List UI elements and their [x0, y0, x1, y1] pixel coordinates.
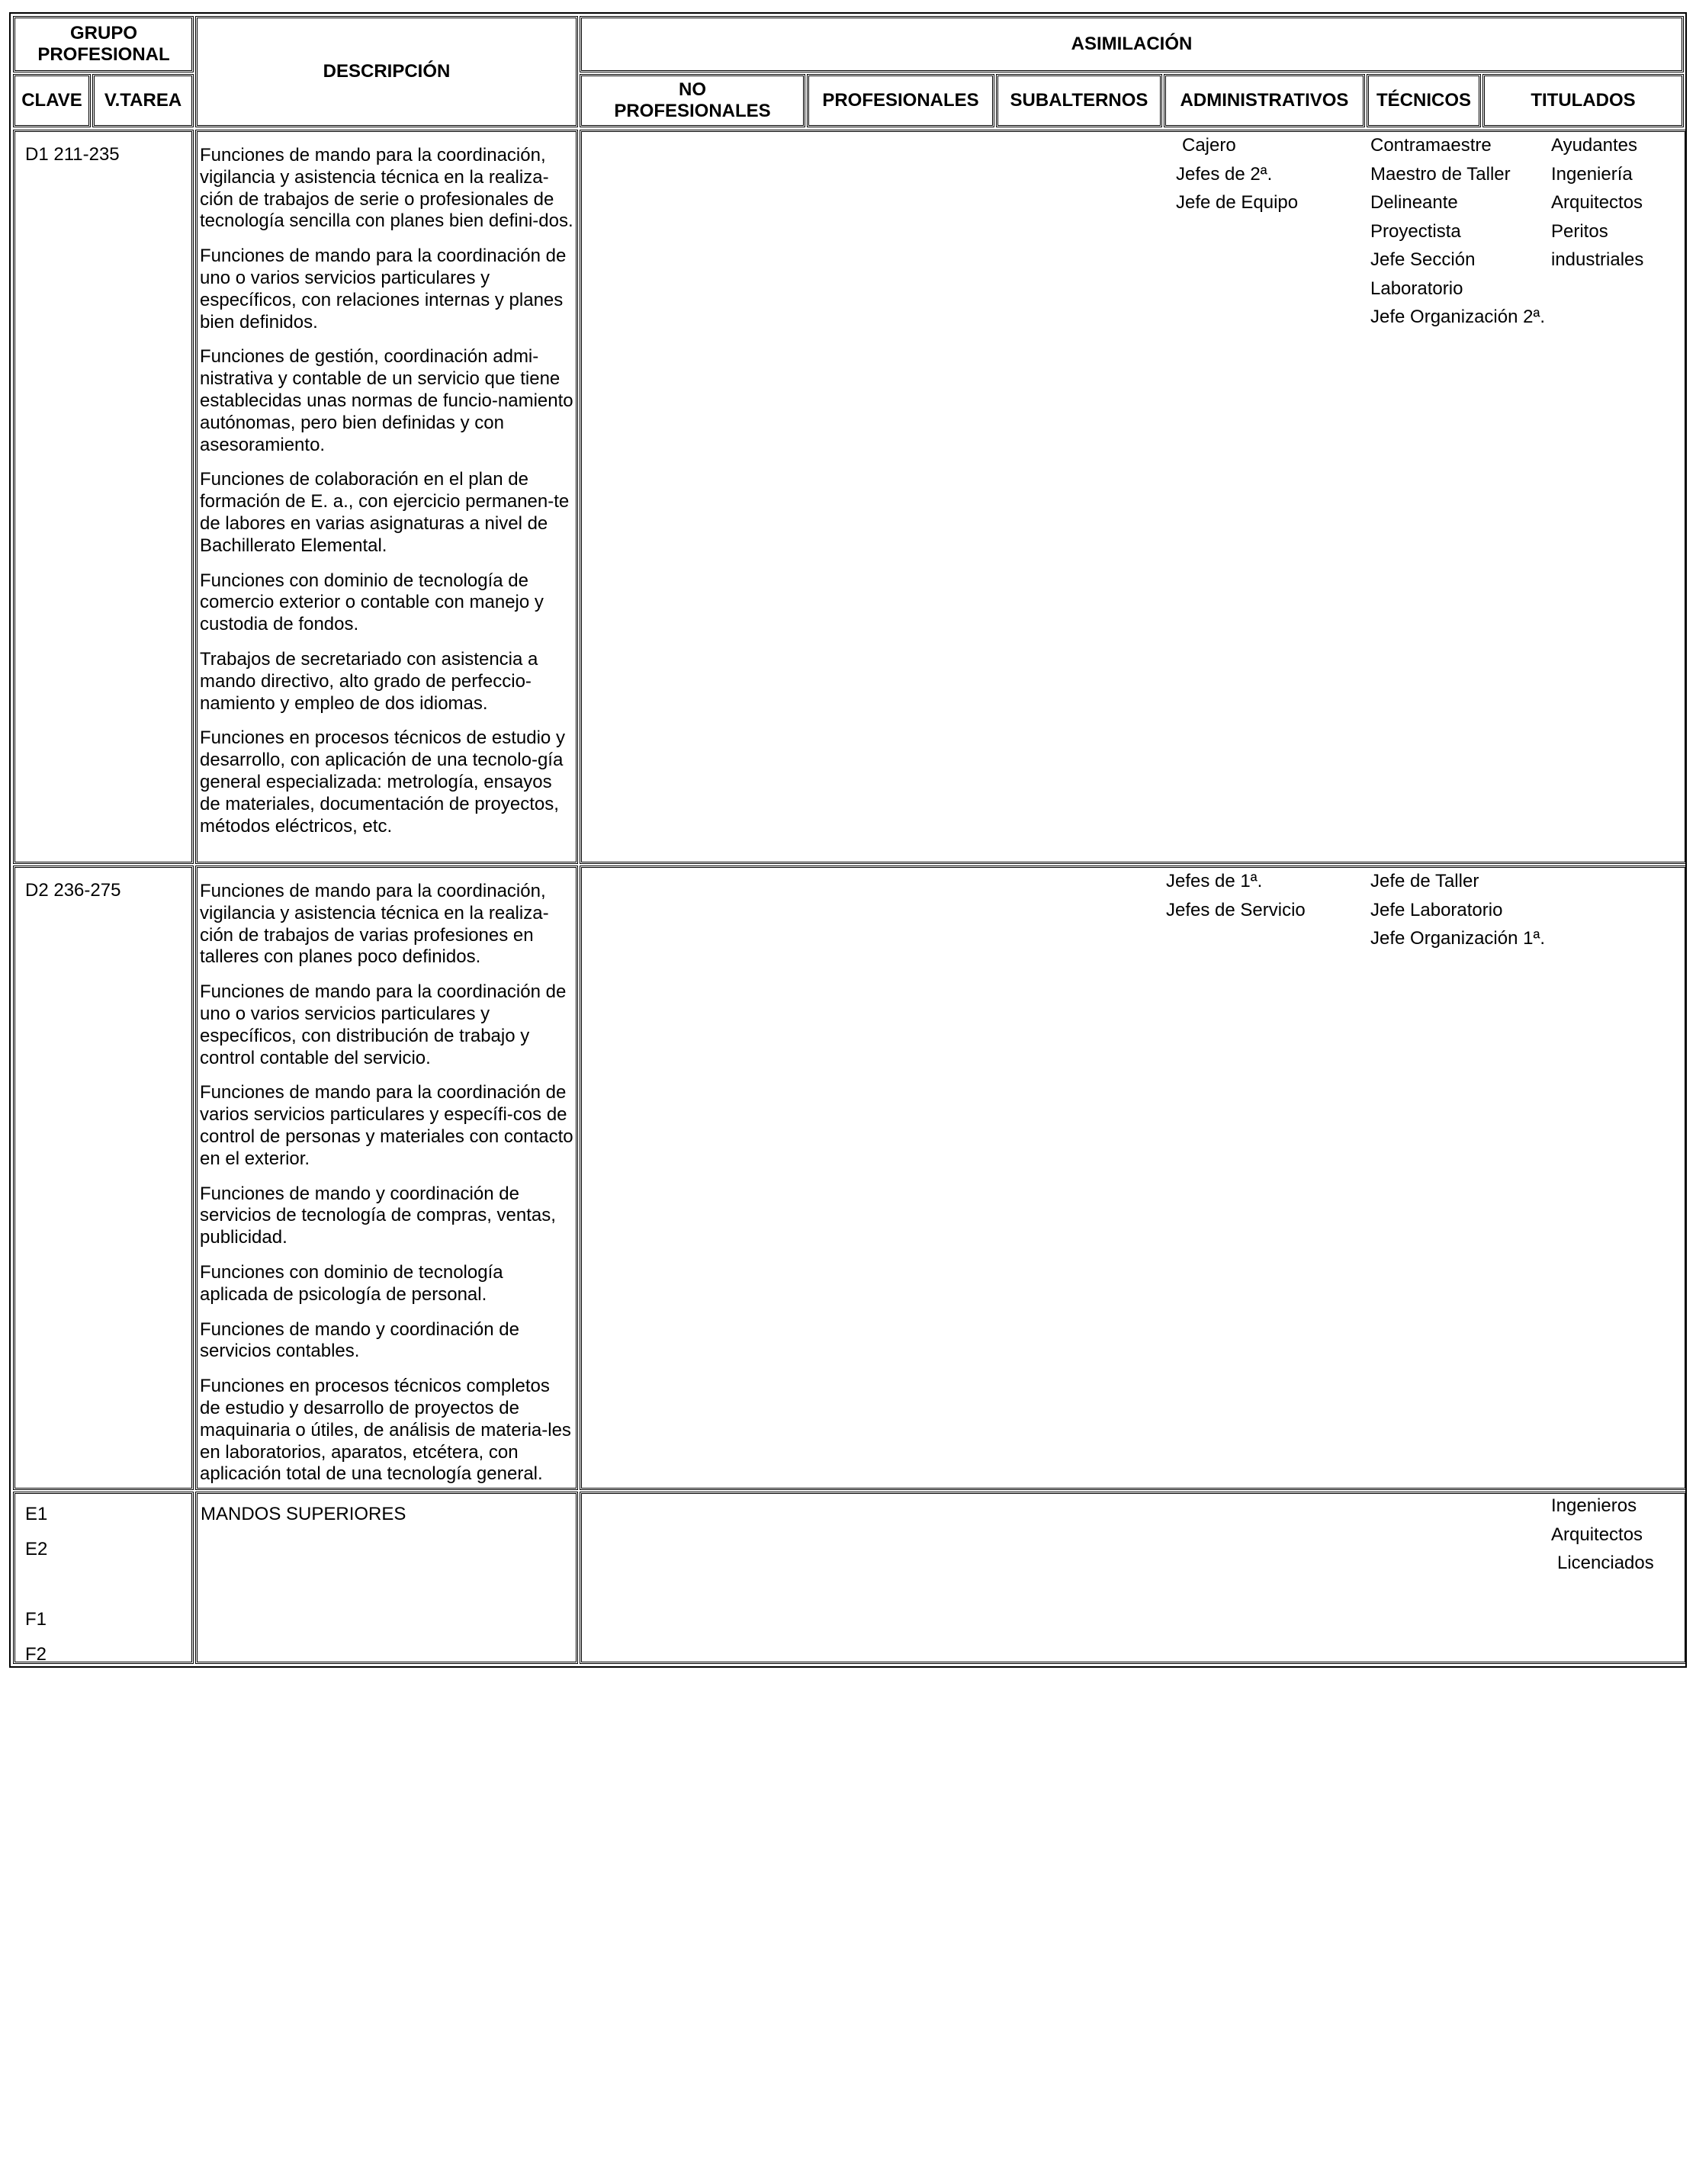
- header-subalternos-label: SUBALTERNOS: [1010, 90, 1148, 111]
- list-item: Jefe Laboratorio: [1370, 899, 1503, 920]
- description-paragraph: Funciones de mando para la coordinación de uno o varios servicios particulares y específicos, con relaciones internas y planes bien definidos.: [200, 246, 567, 332]
- description-paragraph: Funciones de mando para la coordinación, vigilancia y asistencia técnica en la realiza-ción de trabajos de serie o profesionales de tecnología sencilla con planes bien defini-dos.: [200, 145, 573, 232]
- row-e1-clave: E1: [25, 1504, 48, 1524]
- list-item: Jefes de Servicio: [1166, 899, 1306, 920]
- row-ef-titulados: [1551, 1492, 1654, 1578]
- description-paragraph: Funciones en procesos técnicos completos de estudio y desarrollo de proyectos de maquinaria o útiles, de análisis de materia-les en laboratorios, aparatos, etcétera, con aplicación total de una tecnología general.: [200, 1376, 571, 1485]
- header-no-profesionales-label: NO PROFESIONALES: [614, 79, 771, 121]
- description-paragraph: Funciones de gestión, coordinación admi-nistrativa y contable de un servicio que tiene establecidas unas normas de funcio-namiento autónomas, pero bien definidas y con asesoramiento.: [200, 346, 573, 455]
- row-d2-clave: D2 236-275: [25, 880, 121, 901]
- description-paragraph: Funciones de mando para la coordinación de uno o varios servicios particulares y específicos, con distribución de trabajo y control contable del servicio.: [200, 981, 567, 1068]
- list-item: Ingenieros: [1551, 1495, 1637, 1516]
- row-d1-clave-cell: [13, 130, 194, 864]
- list-item: industriales: [1551, 249, 1644, 270]
- header-grupo-profesional-label: GRUPO PROFESIONAL: [37, 23, 170, 65]
- description-paragraph: Funciones de mando para la coordinación, vigilancia y asistencia técnica en la realiza-ción de trabajos de varias profesiones en talleres con planes poco definidos.: [200, 881, 549, 968]
- row-d1-titulados: [1551, 131, 1643, 275]
- description-paragraph: Funciones de mando y coordinación de servicios contables.: [200, 1318, 519, 1362]
- row-d1-clave: D1 211-235: [25, 144, 120, 165]
- row-d2-asimilacion-cell: [580, 866, 1687, 1490]
- list-item: Jefes de 1ª.: [1166, 871, 1263, 891]
- row-d1-tecnicos: [1370, 131, 1545, 332]
- description-paragraph: Funciones con dominio de tecnología de comercio exterior o contable con manejo y custodia de fondos.: [200, 570, 544, 635]
- list-item: Jefe Organización 2ª.: [1370, 307, 1546, 327]
- row-d2-descripcion: [200, 881, 575, 1498]
- list-item: Ingeniería: [1551, 163, 1633, 185]
- row-d1-descripcion: [200, 145, 575, 850]
- list-item: Laboratorio: [1370, 278, 1463, 299]
- description-paragraph: Funciones de mando para la coordinación de varios servicios particulares y específi-cos de control de personas y materiales con contacto en el exterior.: [200, 1082, 573, 1169]
- row-d2-administrativos: [1166, 867, 1306, 924]
- list-item: Maestro de Taller: [1370, 163, 1511, 185]
- list-item: Proyectista: [1370, 220, 1461, 242]
- row-e2-clave: E2: [25, 1539, 48, 1559]
- row-ef-descripcion: MANDOS SUPERIORES: [201, 1504, 406, 1524]
- header-tecnicos-label: TÉCNICOS: [1376, 90, 1471, 111]
- description-paragraph: Funciones de mando y coordinación de servicios de tecnología de compras, ventas, publicidad.: [200, 1183, 556, 1248]
- header-clave-label: CLAVE: [21, 90, 82, 111]
- list-item: Arquitectos: [1551, 192, 1643, 213]
- header-profesionales-label: PROFESIONALES: [822, 90, 979, 111]
- list-item: Licenciados: [1557, 1553, 1654, 1573]
- row-d2-clave-cell: [13, 866, 194, 1490]
- header-titulados-label: TITULADOS: [1531, 90, 1636, 111]
- description-paragraph: Trabajos de secretariado con asistencia a mando directivo, alto grado de perfeccio-namiento y empleo de dos idiomas.: [200, 648, 538, 714]
- list-item: Peritos: [1551, 220, 1608, 242]
- list-item: Jefes de 2ª.: [1176, 163, 1273, 185]
- row-f2-clave: F2: [25, 1644, 47, 1665]
- description-paragraph: Funciones en procesos técnicos de estudio y desarrollo, con aplicación de una tecnolo-gía general especializada: metrología, ensayos de materiales, documentación de proyectos, métodos eléctricos, etc.: [200, 727, 565, 837]
- row-d2-tecnicos: [1370, 867, 1545, 953]
- list-item: Jefe Organización 1ª.: [1370, 928, 1546, 949]
- list-item: Cajero: [1182, 135, 1236, 156]
- list-item: Contramaestre: [1370, 135, 1492, 156]
- header-descripcion-label: DESCRIPCIÓN: [323, 61, 451, 82]
- list-item: Arquitectos: [1551, 1524, 1643, 1545]
- header-asimilacion-label: ASIMILACIÓN: [1071, 34, 1193, 54]
- list-item: Jefe de Equipo: [1176, 192, 1299, 213]
- description-paragraph: Funciones con dominio de tecnología aplicada de psicología de personal.: [200, 1261, 503, 1305]
- header-vtarea-label: V.TAREA: [104, 90, 182, 111]
- list-item: Jefe de Taller: [1370, 871, 1479, 891]
- description-paragraph: Funciones de colaboración en el plan de formación de E. a., con ejercicio permanen-te de labores en varias asignaturas a nivel de Bachillerato Elemental.: [200, 469, 570, 556]
- row-f1-clave: F1: [25, 1609, 47, 1630]
- list-item: Jefe Sección: [1370, 249, 1476, 270]
- list-item: Ayudantes: [1551, 135, 1637, 156]
- list-item: Delineante: [1370, 192, 1458, 213]
- header-administrativos-label: ADMINISTRATIVOS: [1180, 90, 1349, 111]
- row-ef-asimilacion-cell: [580, 1492, 1687, 1664]
- row-d1-administrativos: [1176, 131, 1298, 217]
